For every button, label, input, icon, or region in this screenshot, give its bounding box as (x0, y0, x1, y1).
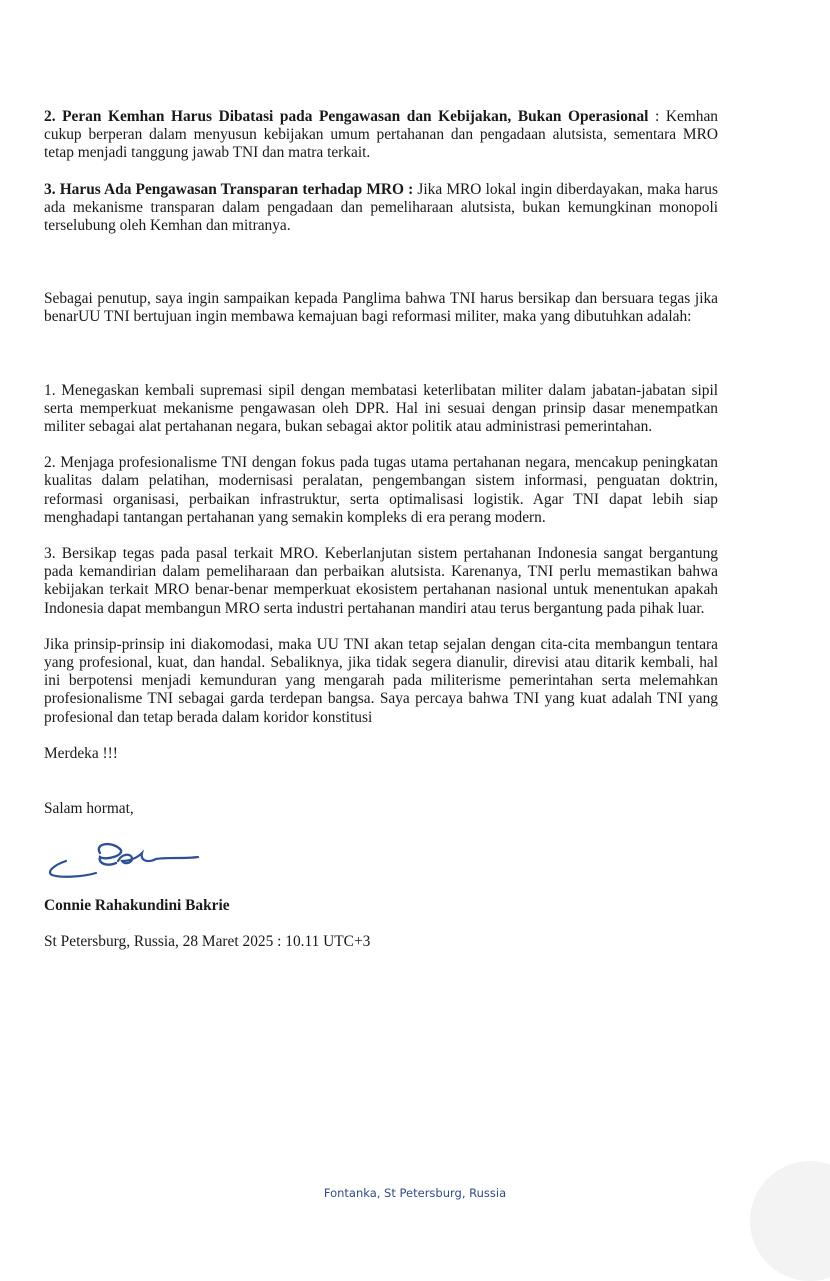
signer-name: Connie Rahakundini Bakrie (44, 897, 230, 915)
letter-body (44, 108, 718, 952)
place-date: St Petersburg, Russia, 28 Maret 2025 : 10.11 UTC+3 (44, 933, 371, 951)
recommendation-2: 2. Menjaga profesionalisme TNI dengan fokus pada tugas utama pertahanan negara, mencakup peningkatan kualitas dalam pelatihan, modernisasi peralatan, pengembangan sistem informasi, penguatan doktrin, reformasi organisasi, perbaikan infrastruktur, serta optimalisasi logistik. Agar TNI dapat lebih siap menghadapi tantangan pertahanan yang semakin kompleks di era perang modern. (44, 454, 718, 526)
point-2-heading: 2. Peran Kemhan Harus Dibatasi pada Pengawasan dan Kebijakan, Bukan Operasional (44, 108, 649, 125)
salutation: Salam hormat, (44, 800, 134, 818)
recommendation-1: 1. Menegaskan kembali supremasi sipil dengan membatasi keterlibatan militer dalam jabatan-jabatan sipil serta memperkuat mekanisme pengawasan oleh DPR. Hal ini sesuai dengan prinsip dasar menempatkan militer sebagai alat pertahanan negara, bukan sebagai aktor politik atau administrasi pemerintahan. (44, 381, 718, 436)
point-3-paragraph (44, 181, 718, 236)
signature-icon (44, 839, 204, 879)
corner-shade (750, 1161, 830, 1281)
point-3-text: Jika MRO lokal ingin diberdayakan, maka harus ada mekanisme transparan dalam pengadaan dan pemeliharaan alutsista, bukan kemungkinan monopoli terselubung oleh Kemhan dan mitranya. (44, 180, 718, 235)
recommendation-3: 3. Bersikap tegas pada pasal terkait MRO. Keberlanjutan sistem pertahanan Indonesia sangat bergantung pada kemandirian dalam pemeliharaan dan perbaikan alutsista. Karenanya, TNI perlu memastikan bahwa kebijakan terkait MRO benar-benar memperkuat ekosistem pertahanan nasional untuk menentukan apakah Indonesia dapat membangun MRO serta industri pertahanan mandiri atau terus bergantung pada pihak luar. (44, 545, 718, 617)
point-2-paragraph (44, 108, 718, 163)
point-2-text: : Kemhan cukup berperan dalam menyusun kebijakan umum pertahanan dan pengadaan alutsista, sementara MRO tetap menjadi tanggung jawab TNI dan matra terkait. (44, 108, 718, 162)
closing-intro: Sebagai penutup, saya ingin sampaikan kepada Panglima bahwa TNI harus bersikap dan bersuara tegas jika benarUU TNI bertujuan ingin membawa kemajuan bagi reformasi militer, maka yang dibutuhkan adalah: (44, 290, 718, 326)
conclusion-paragraph: Jika prinsip-prinsip ini diakomodasi, maka UU TNI akan tetap sejalan dengan cita-cita membangun tentara yang profesional, kuat, dan handal. Sebaliknya, jika tidak segera dianulir, direvisi atau ditarik kembali, hal ini berpotensi menjadi kemunduran yang mengarah pada militerisme pemerintahan serta melemahkan profesionalisme TNI sebagai garda terdepan bangsa. Saya percaya bahwa TNI yang kuat adalah TNI yang profesional dan tetap berada dalam koridor konstitusi (44, 635, 718, 726)
exclamation: Merdeka !!! (44, 744, 118, 762)
footer-address: Fontanka, St Petersburg, Russia (323, 1186, 507, 1200)
point-3-heading: 3. Harus Ada Pengawasan Transparan terhadap MRO : (44, 180, 414, 198)
